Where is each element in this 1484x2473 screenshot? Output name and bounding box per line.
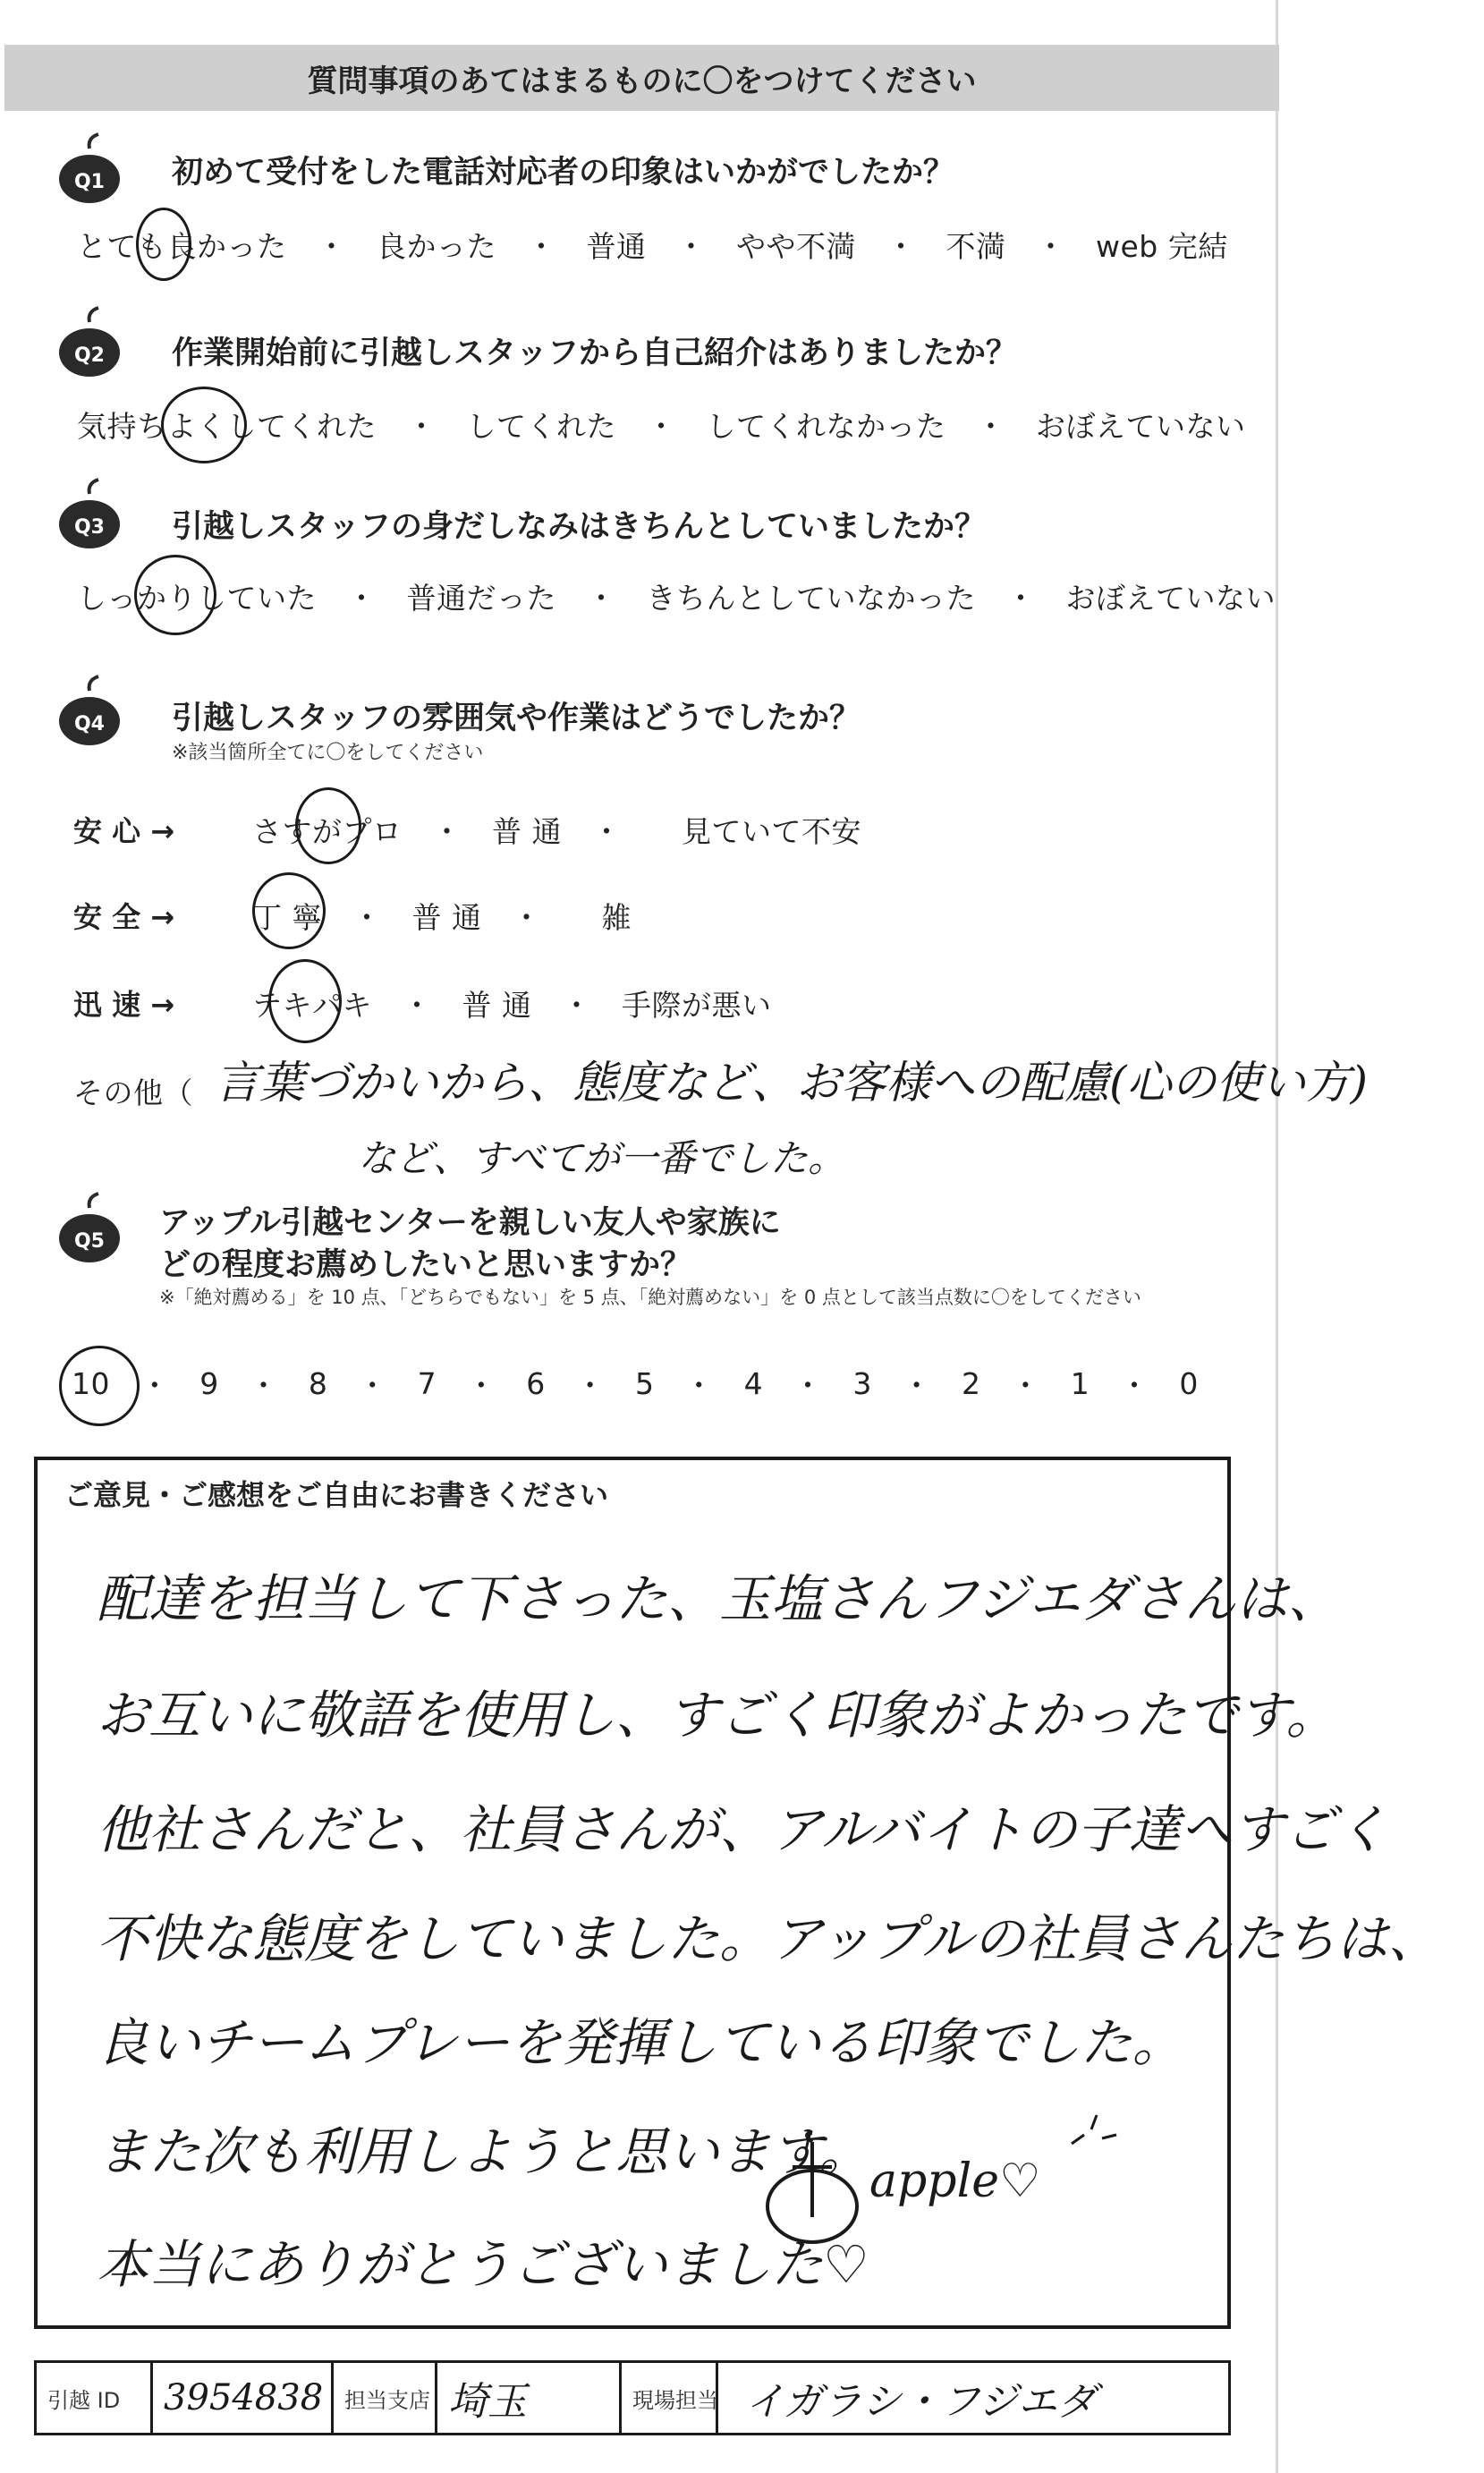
score-7[interactable]: 7 [417,1365,437,1401]
q5-badge-label: Q5 [73,1230,106,1253]
q4-other-label: その他（ [73,1075,193,1110]
staff-value-cell [718,2363,1228,2433]
comment-line-1: 配達を担当して下さった、玉塩さんフジエダさんは、 [97,1568,1340,1629]
q4-anshin-label: 安 心 → [73,814,175,848]
comments-box [34,1457,1440,2329]
q4-jinsoku-options[interactable]: テキパキ ・ 普 通 ・ 手際が悪い [252,988,772,1023]
q4-anzen-label: 安 全 → [73,900,175,934]
score-separator: ・ [902,1367,932,1403]
q4-jinsoku-label: 迅 速 → [73,988,175,1022]
score-6[interactable]: 6 [526,1365,546,1401]
id-label-cell [37,2363,153,2433]
comment-line-5: 良いチームプレーを発揮している印象でした。 [97,2012,1184,2073]
score-8[interactable]: 8 [308,1365,328,1401]
q2-apple-badge-icon [52,304,127,379]
score-separator: ・ [575,1367,606,1403]
q3-options[interactable]: しっかりしていた ・ 普通だった ・ きちんとしていなかった ・ おぼえていない [77,581,1276,616]
q4-badge-label: Q4 [73,713,106,735]
score-2[interactable]: 2 [962,1365,981,1401]
q5-apple-badge-icon [52,1190,127,1265]
q3-apple-badge-icon [52,476,127,551]
id-label: 引越 ID [47,2387,121,2413]
score-3[interactable]: 3 [852,1365,872,1401]
q3-selection-circle [134,555,216,635]
page-edge-line [1276,0,1278,2473]
comments-title: ご意見・ご感想をご自由にお書きください [64,1478,609,1512]
q4-note: ※該当箇所全てに〇をしてください [172,742,484,764]
staff-label-cell [622,2363,718,2433]
q1-badge-label: Q1 [73,171,106,193]
branch-label-cell [334,2363,437,2433]
q4-question: 引越しスタッフの雰囲気や作業はどうでしたか？ [172,701,861,736]
q5-selection-circle [59,1346,140,1426]
q1-question: 初めて受付をした電話対応者の印象はいかがでしたか？ [172,155,955,191]
q4-anzen-circle [252,872,326,949]
score-0[interactable]: 0 [1179,1365,1199,1401]
q3-question: 引越しスタッフの身だしなみはきちんとしていましたか？ [172,509,987,545]
q5-question-line2: どの程度お薦めしたいと思いますか？ [159,1247,692,1283]
score-separator: ・ [1010,1367,1041,1403]
q2-badge-label: Q2 [73,344,106,367]
score-9[interactable]: 9 [199,1365,219,1401]
q1-selection-circle [136,208,191,281]
sparkle-doodle-icon [1066,2112,1120,2165]
footer-info-table [34,2360,1231,2435]
q2-question: 作業開始前に引越しスタッフから自己紹介はありましたか？ [172,336,1018,371]
score-separator: ・ [683,1367,715,1403]
staff-label: 現場担当 [632,2387,718,2413]
q1-apple-badge-icon [52,131,127,206]
apple-doodle-text: apple♡ [869,2154,1041,2208]
apple-doodle-icon [759,2131,866,2248]
q4-other-handwriting-line1: 言葉づかいから、態度など、お客様への配慮(心の使い方) [215,1057,1369,1109]
score-separator: ・ [1119,1367,1150,1403]
comment-line-6: また次も利用しようと思います。 [97,2121,871,2182]
branch-value-cell [437,2363,622,2433]
score-separator: ・ [140,1367,170,1403]
id-value-cell [153,2363,334,2433]
id-value: 3954838 [164,2377,324,2418]
q4-apple-badge-icon [52,673,127,748]
q2-selection-circle [161,387,247,463]
q5-score-scale [72,1356,1199,1410]
survey-header-banner [4,45,1279,111]
q4-anshin-options[interactable]: さすがプロ ・ 普 通 ・ 見ていて不安 [252,814,861,849]
q4-jinsoku-circle [268,959,342,1043]
comment-line-3: 他社さんだと、社員さんが、アルバイトの子達へすごく [97,1799,1388,1860]
score-separator: ・ [357,1367,388,1403]
comment-line-2: お互いに敬語を使用し、すごく印象がよかったです。 [97,1685,1338,1746]
score-10[interactable]: 10 [72,1365,110,1401]
q4-other-handwriting-line2: など、すべてが一番でした。 [358,1136,846,1180]
q4-anzen-options[interactable]: 丁 寧 ・ 普 通 ・ 雑 [252,900,632,935]
q2-options[interactable]: 気持ちよくしてくれた ・ してくれた ・ してくれなかった ・ おぼえていない [77,409,1246,444]
staff-value: イガラシ・フジエダ [745,2379,1097,2425]
branch-label: 担当支店 [344,2387,430,2413]
comment-line-4: 不快な態度をしていました。アップルの社員さんたちは、 [97,1908,1440,1969]
q5-note: ※「絶対薦める」を 10 点、「どちらでもない」を 5 点、「絶対薦めない」を 0 点として該当点数に〇をしてください [159,1287,1141,1308]
score-5[interactable]: 5 [634,1365,655,1401]
score-4[interactable]: 4 [743,1365,764,1401]
score-1[interactable]: 1 [1070,1365,1090,1401]
q4-anshin-circle [295,787,361,864]
comment-line-7: 本当にありがとうございました♡ [97,2234,869,2295]
survey-header-title: 質問事項のあてはまるものに〇をつけてください [307,63,977,99]
score-separator: ・ [249,1367,279,1403]
q5-question-line1: アップル引越センターを親しい友人や家族に [159,1205,781,1241]
score-separator: ・ [793,1367,823,1403]
q1-options[interactable]: とても良かった ・ 良かった ・ 普通 ・ やや不満 ・ 不満 ・ web 完結 [77,229,1228,264]
q3-badge-label: Q3 [73,516,106,539]
branch-value: 埼玉 [448,2379,527,2425]
score-separator: ・ [466,1367,496,1403]
